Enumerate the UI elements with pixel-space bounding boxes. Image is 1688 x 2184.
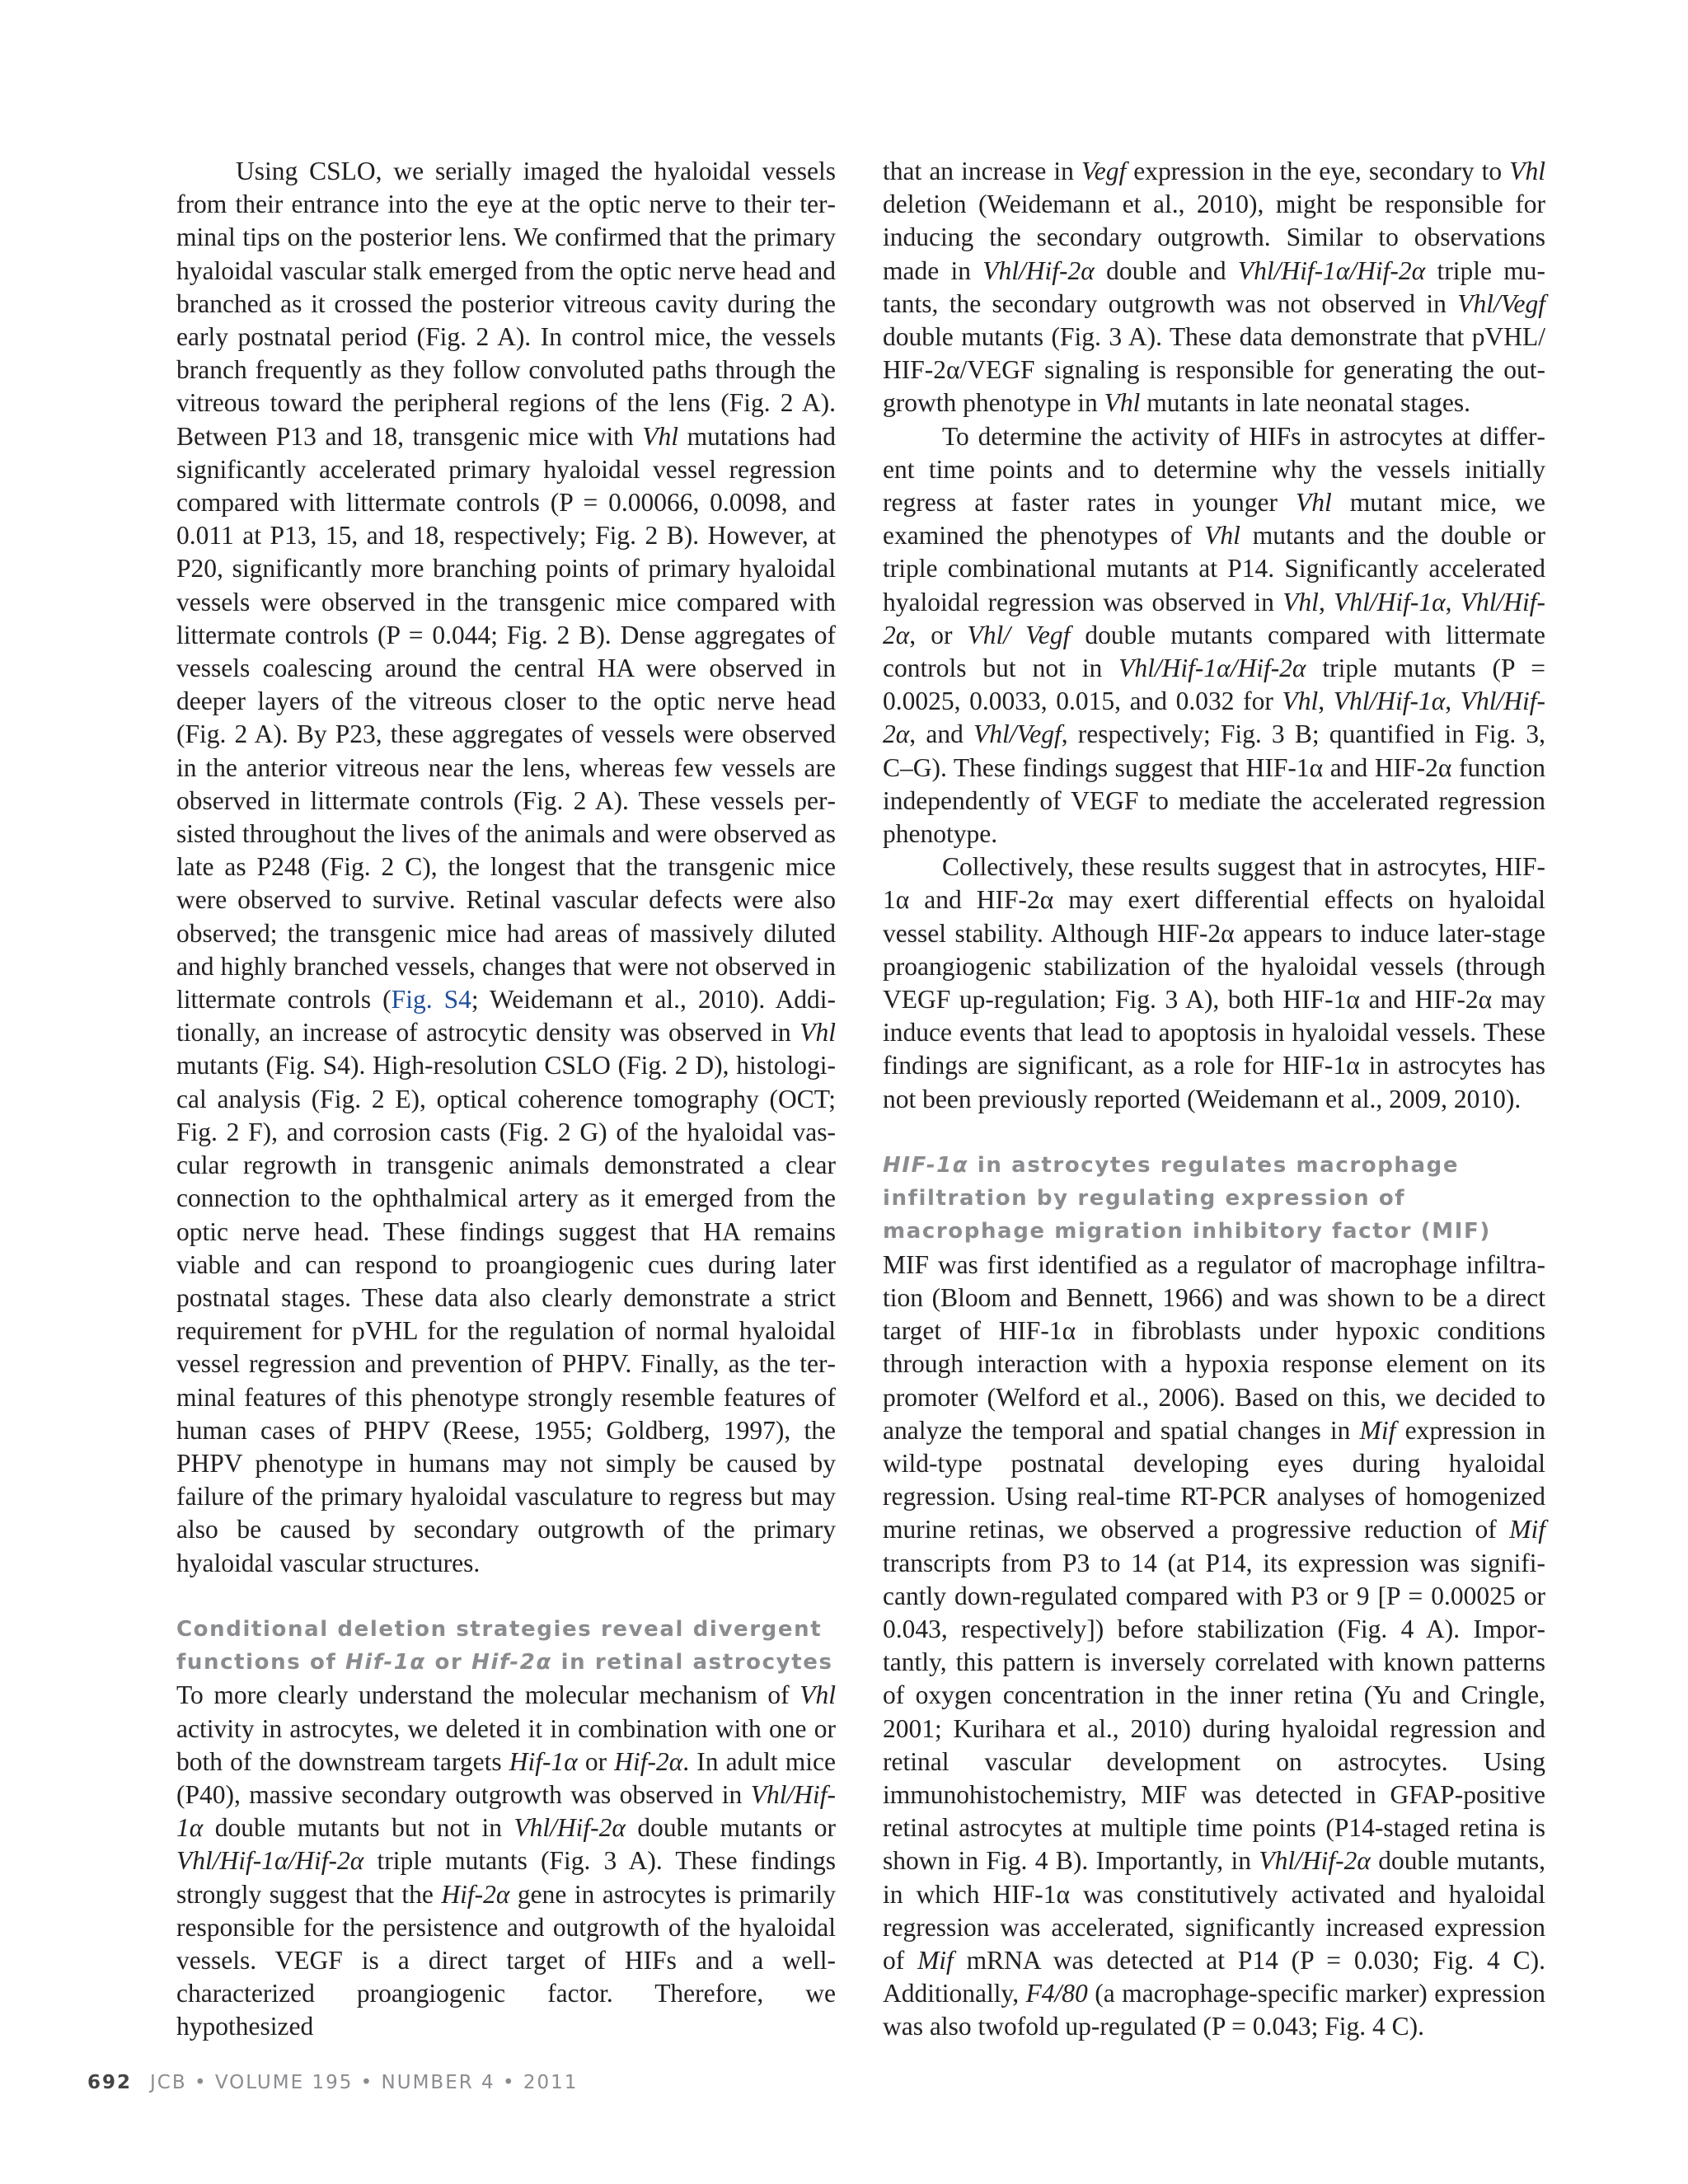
paragraph: that an increase in Vegf expression in the eye, secondary to Vhl deletion (Weidemann et al., 2010), might be responsible for inducing the secondary outgrowth. Similar to observations made in Vhl/Hif-2α double and Vhl/Hif-1α/Hif-2α triple mutants, the secondary outgrowth was not observed in Vhl/Vegf double mutants (Fig. 3 A). These data demonstrate that pVHL/ HIF-2α/VEGF signaling is responsible for generating the outgrowth phenotype in Vhl mutants in late neonatal stages. (883, 157, 1546, 418)
journal-info: JCB • VOLUME 195 • NUMBER 4 • 2011 (150, 2072, 579, 2093)
page-number: 692 (87, 2072, 133, 2093)
fig-s4-link[interactable]: Fig. S4 (391, 985, 471, 1015)
section-heading: HIF-1α in astrocytes regulates macrophage infiltration by regulating expression of macrophage migration inhibitory factor (MIF) (883, 1153, 1491, 1244)
section-heading: Conditional deletion strategies reveal divergent functions of Hif-1α or Hif-2α in retinal astrocytes (176, 1616, 833, 1675)
left-column (176, 155, 836, 2044)
paragraph: Using CSLO, we serially imaged the hyaloidal vessels from their entrance into the eye at the optic nerve to their terminal tips on the posterior lens. We confirmed that the primary hyaloidal vascular stalk emerged from the optic nerve head and branched as it crossed the posterior vitreous cavity during the early postnatal period (Fig. 2 A). In control mice, the vessels branch frequently as they follow convoluted paths through the vitreous toward the peripheral regions of the lens (Fig. 2 A). Between P13 and 18, transgenic mice with Vhl mutations had significantly accelerated primary hyaloidal vessel regression compared with littermate controls (P = 0.00066, 0.0098, and 0.011 at P13, 15, and 18, respectively; Fig. 2 B). However, at P20, significantly more branching points of primary hyaloidal vessels were observed in the transgenic mice compared with littermate controls (P = 0.044; Fig. 2 B). Dense aggregates of vessels coalescing around the central HA were observed in deeper layers of the vitreous closer to the optic nerve head (Fig. 2 A). By P23, these aggregates of vessels were observed in the anterior vitreous near the lens, whereas few vessels are observed in littermate controls (Fig. 2 A). These vessels persisted throughout the lives of the animals and were observed as late as P248 (Fig. 2 C), the longest that the transgenic mice were observed to survive. Retinal vascular defects were also observed; the transgenic mice had areas of massively diluted and highly branched vessels, changes that were not observed in littermate controls (Fig. S4; Weidemann et al., 2010). Additionally, an increase of astrocytic density was observed in Vhl mutants (Fig. S4). High-resolution CSLO (Fig. 2 D), histological analysis (Fig. 2 E), optical coherence tomography (OCT; Fig. 2 F), and corrosion casts (Fig. 2 G) of the hyaloidal vascular regrowth in transgenic animals demonstrated a clear connection to the ophthalmical artery as it emerged from the optic nerve head. These findings suggest that HA remains viable and can respond to proangiogenic cues during later postnatal stages. These data also clearly demonstrate a strict requirement for pVHL for the regulation of normal hyaloidal vessel regression and prevention of PHPV. Finally, as the terminal features of this phenotype strongly resemble features of human cases of PHPV (Reese, 1955; Goldberg, 1997), the PHPV phenotype in humans may not simply be caused by failure of the primary hyaloidal vasculature to regress but may also be caused by secondary outgrowth of the primary hyaloidal vascular structures. (176, 157, 837, 1577)
paragraph: To more clearly understand the molecular mechanism of Vhl activity in astrocytes, we deleted it in combination with one or both of the downstream targets Hif-1α or Hif-2α. In adult mice (P40), massive secondary outgrowth was observed in Vhl/Hif-1α double mutants but not in Vhl/Hif-2α double mutants or Vhl/Hif-1α/Hif-2α triple mutants (Fig. 3 A). These findings strongly suggest that the Hif-2α gene in astrocytes is primarily responsible for the persistence and outgrowth of the hyaloidal vessels. VEGF is a direct target of HIFs and a well-characterized proangiogenic factor. Therefore, we hypothesized (176, 1680, 837, 2041)
page-footer (87, 2072, 578, 2093)
paragraph: Collectively, these results suggest that in astrocytes, HIF-1α and HIF-2α may exert differential effects on hyaloidal vessel stability. Although HIF-2α appears to induce later-stage proangiogenic stabilization of the hyaloidal vessels (through VEGF up-regulation; Fig. 3 A), both HIF-1α and HIF-2α may induce events that lead to apoptosis in hyaloidal vessels. These findings are significant, as a role for HIF-1α in astrocytes has not been previously reported (Weidemann et al., 2009, 2010). (883, 852, 1545, 1113)
paragraph: To determine the activity of HIFs in astrocytes at different time points and to determine why the vessels initially regress at faster rates in younger Vhl mutant mice, we examined the phenotypes of Vhl mutants and the double or triple combinational mutants at P14. Significantly accelerated hyaloidal regression was observed in Vhl, Vhl/Hif-1α, Vhl/Hif-2α, or Vhl/ Vegf double mutants compared with littermate controls but not in Vhl/Hif-1α/Hif-2α triple mutants (P = 0.0025, 0.0033, 0.015, and 0.032 for Vhl, Vhl/Hif-1α, Vhl/Hif-2α, and Vhl/Vegf, respectively; Fig. 3 B; quantified in Fig. 3, C–G). These findings suggest that HIF-1α and HIF-2α function independently of VEGF to mediate the accelerated regression phenotype. (883, 421, 1546, 849)
right-column (883, 155, 1545, 2044)
paragraph: MIF was first identified as a regulator of macrophage infiltration (Bloom and Bennett, 1966) and was shown to be a direct target of HIF-1α in fibroblasts under hypoxic conditions through interaction with a hypoxia response element on its promoter (Welford et al., 2006). Based on this, we decided to analyze the temporal and spatial changes in Mif expression in wild-type postnatal developing eyes during hyaloidal regression. Using real-time RT-PCR analyses of homogenized murine retinas, we observed a progressive reduction of Mif transcripts from P3 to 14 (at P14, its expression was significantly down-regulated compared with P3 or 9 [P = 0.00025 or 0.043, respectively]) before stabilization (Fig. 4 A). Importantly, this pattern is inversely correlated with known patterns of oxygen concentration in the inner retina (Yu and Cringle, 2001; Kurihara et al., 2010) during hyaloidal regression and retinal vascular development on astrocytes. Using immunohistochemistry, MIF was detected in GFAP-positive retinal astrocytes at multiple time points (P14-staged retina is shown in Fig. 4 B). Importantly, in Vhl/Hif-2α double mutants, in which HIF-1α was constitutively activated and hyaloidal regression was accelerated, significantly increased expression of Mif mRNA was detected at P14 (P = 0.030; Fig. 4 C). Additionally, F4/80 (a macrophage-specific marker) expression was also twofold up-regulated (P = 0.043; Fig. 4 C). (883, 1249, 1546, 2041)
